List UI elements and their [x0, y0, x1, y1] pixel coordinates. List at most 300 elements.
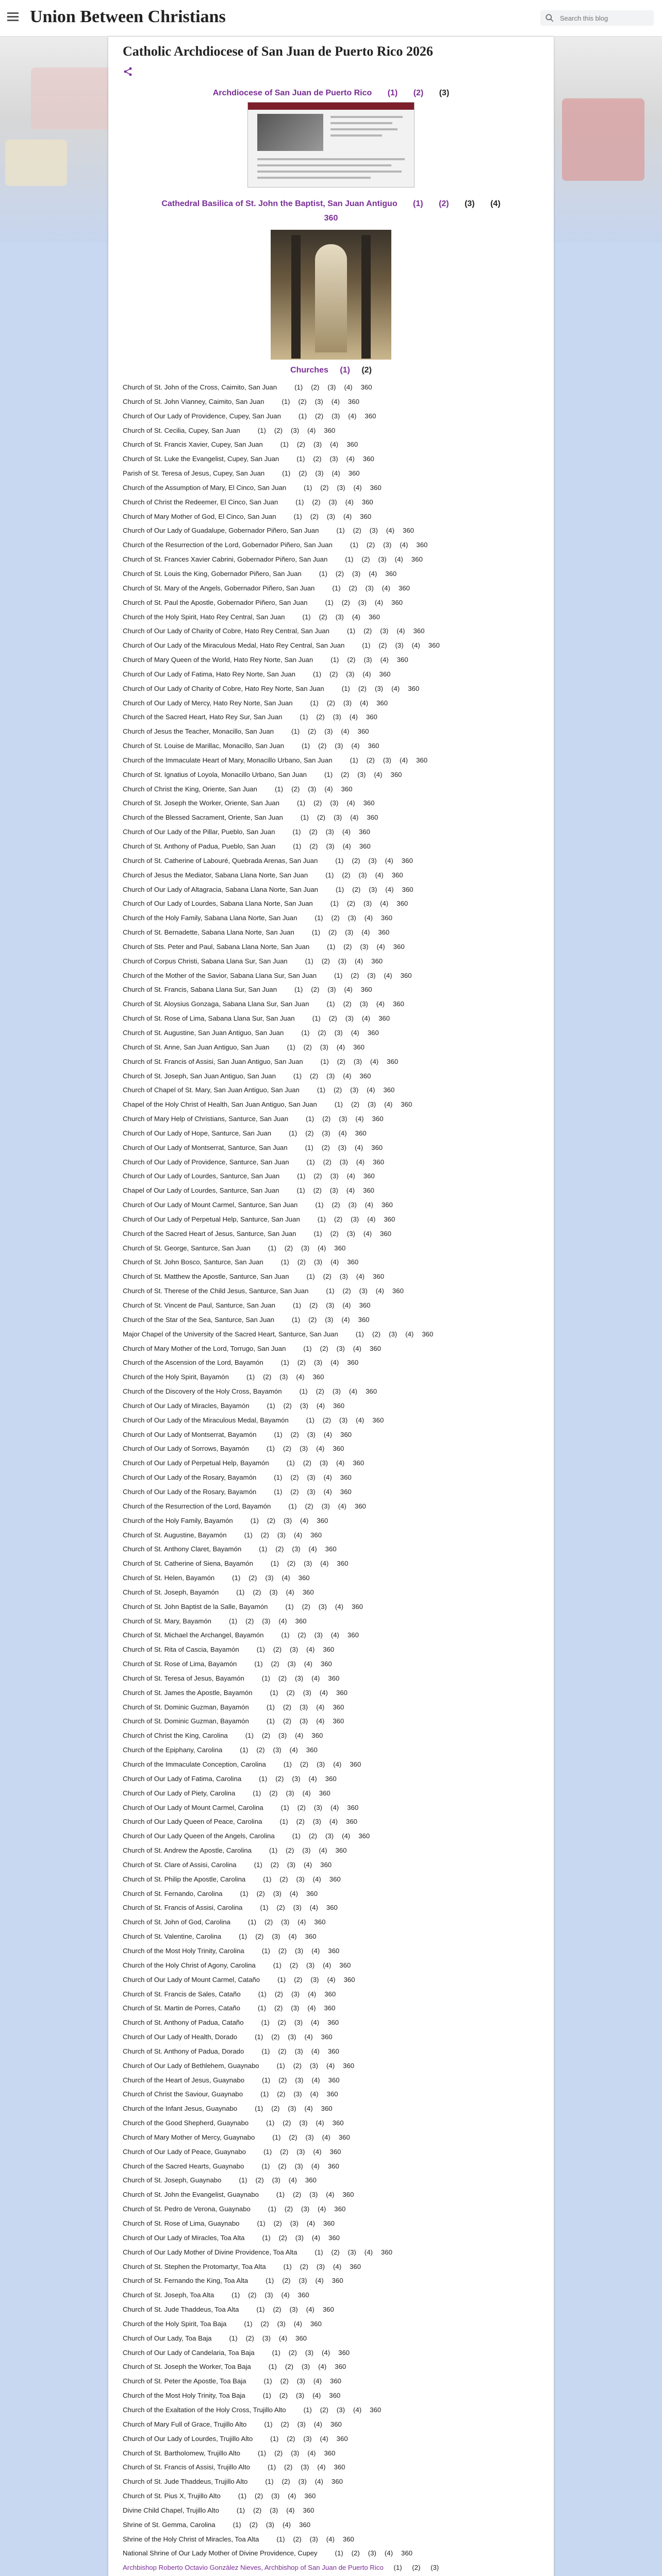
church-ref-link[interactable]: (3)	[326, 842, 335, 850]
church-ref-link[interactable]: (2)	[283, 1717, 292, 1725]
church-ref-link[interactable]: (3)	[301, 1244, 310, 1252]
church-ref-link[interactable]: 360	[416, 541, 428, 549]
church-ref-link[interactable]: (3)	[357, 770, 366, 778]
church-ref-link[interactable]: (4)	[304, 2105, 313, 2113]
church-ref-link[interactable]: 360	[358, 1315, 370, 1324]
church-ref-link[interactable]: (3)	[347, 914, 356, 922]
church-ref-link[interactable]: (2)	[277, 2019, 286, 2027]
church-ref-link[interactable]: 360	[402, 885, 413, 893]
church-ref-link[interactable]: (2)	[293, 2535, 302, 2543]
church-ref-link[interactable]: 360	[312, 1373, 324, 1381]
church-ref-link[interactable]: (3)	[378, 555, 387, 564]
church-ref-link[interactable]: 360	[422, 1330, 434, 1338]
church-ref-link[interactable]: (1)	[233, 2520, 241, 2529]
church-ref-link[interactable]: (2)	[273, 2306, 282, 2314]
church-ref-link[interactable]: (1)	[274, 785, 284, 793]
church-ref-link[interactable]: (1)	[306, 1158, 315, 1166]
church-ref-link[interactable]: (4)	[316, 1717, 325, 1725]
church-ref-link[interactable]: 360	[332, 2119, 344, 2127]
church-ref-link[interactable]: (3)	[313, 1359, 323, 1367]
church-ref-link[interactable]: (2)	[264, 1918, 273, 1926]
church-ref-link[interactable]: (1)	[304, 483, 312, 492]
church-ref-link[interactable]: 360	[334, 2463, 345, 2471]
church-ref-link[interactable]: (1)	[335, 2549, 343, 2557]
church-ref-link[interactable]: (4)	[323, 1473, 332, 1482]
church-ref-link[interactable]: (3)	[290, 426, 300, 434]
church-ref-link[interactable]: (2)	[253, 2506, 262, 2514]
church-ref-link[interactable]: (3)	[307, 1487, 316, 1496]
church-ref-link[interactable]: (1)	[263, 2147, 272, 2156]
church-ref-link[interactable]: (2)	[320, 2405, 328, 2414]
church-ref-link[interactable]: 360	[365, 412, 376, 420]
church-ref-link[interactable]: (3)	[266, 2520, 274, 2529]
church-ref-link[interactable]: (4)	[343, 1072, 352, 1080]
church-ref-link[interactable]: (1)	[341, 684, 350, 692]
church-ref-link[interactable]: (1)	[257, 2449, 267, 2457]
church-ref-link[interactable]: (3)	[363, 900, 372, 908]
church-ref-link[interactable]: (4)	[311, 2047, 320, 2055]
church-ref-link[interactable]: (4)	[346, 799, 355, 807]
church-ref-link[interactable]: 360	[336, 2434, 348, 2443]
church-ref-link[interactable]: (1)	[332, 584, 341, 592]
church-ref-link[interactable]: (3)	[339, 1158, 348, 1166]
church-ref-link[interactable]: (4)	[297, 1918, 306, 1926]
church-ref-link[interactable]: (1)	[229, 1617, 238, 1625]
church-ref-link[interactable]: (3)	[351, 1215, 359, 1223]
church-ref-link[interactable]: (4)	[281, 2291, 290, 2299]
church-ref-link[interactable]: (1)	[294, 986, 303, 994]
church-ref-link[interactable]: (4)	[320, 1560, 329, 1568]
church-ref-link[interactable]: (2)	[378, 641, 387, 650]
church-ref-link[interactable]: (2)	[334, 1215, 343, 1223]
church-ref-link[interactable]: (1)	[260, 1904, 269, 1912]
church-ref-link[interactable]: 360	[326, 2090, 338, 2098]
archbishop-ref-1[interactable]: (1)	[393, 2564, 402, 2572]
church-ref-link[interactable]: (4)	[316, 1445, 325, 1453]
church-ref-link[interactable]: (4)	[367, 1086, 375, 1094]
church-ref-link[interactable]: (3)	[324, 727, 333, 736]
cathedral-ref-4[interactable]: (4)	[490, 199, 501, 208]
church-ref-link[interactable]: (4)	[288, 2492, 296, 2500]
church-ref-link[interactable]: (3)	[367, 971, 376, 979]
church-ref-link[interactable]: (1)	[239, 2176, 247, 2184]
church-ref-link[interactable]: 360	[360, 986, 372, 994]
church-ref-link[interactable]: (2)	[347, 656, 356, 664]
church-ref-link[interactable]: (2)	[302, 1602, 310, 1611]
church-ref-link[interactable]: (4)	[326, 2191, 335, 2199]
church-ref-link[interactable]: (4)	[343, 512, 352, 520]
church-ref-link[interactable]: (3)	[293, 2090, 302, 2098]
church-ref-link[interactable]: (2)	[255, 2176, 264, 2184]
church-ref-link[interactable]: 360	[393, 942, 405, 951]
church-ref-link[interactable]: 360	[323, 2219, 335, 2227]
church-ref-link[interactable]: (3)	[294, 2019, 303, 2027]
church-ref-link[interactable]: (2)	[280, 2420, 289, 2428]
church-ref-link[interactable]: (2)	[267, 1516, 276, 1524]
church-ref-link[interactable]: 360	[385, 569, 397, 578]
church-ref-link[interactable]: (2)	[335, 569, 344, 578]
church-ref-link[interactable]: (4)	[330, 1631, 339, 1639]
archbishop-ref-3[interactable]: (3)	[431, 2564, 439, 2572]
church-ref-link[interactable]: 360	[376, 699, 388, 707]
church-ref-link[interactable]: (1)	[330, 900, 339, 908]
church-ref-link[interactable]: (4)	[346, 1172, 355, 1180]
church-ref-link[interactable]: (3)	[327, 383, 336, 391]
church-ref-link[interactable]: (3)	[272, 2176, 280, 2184]
church-ref-link[interactable]: 360	[378, 928, 390, 937]
church-ref-link[interactable]: 360	[367, 814, 378, 822]
church-ref-link[interactable]: (4)	[356, 1158, 365, 1166]
church-ref-link[interactable]: (4)	[282, 1574, 290, 1582]
church-ref-link[interactable]: (4)	[323, 1961, 332, 1969]
church-ref-link[interactable]: 360	[408, 684, 420, 692]
church-ref-link[interactable]: 360	[383, 1086, 395, 1094]
church-ref-link[interactable]: 360	[370, 2405, 382, 2414]
church-ref-link[interactable]: (3)	[395, 641, 404, 650]
church-ref-link[interactable]: (1)	[262, 2076, 271, 2084]
church-ref-link[interactable]: (2)	[328, 1014, 337, 1023]
church-ref-link[interactable]: (2)	[290, 1473, 299, 1482]
church-ref-link[interactable]: 360	[298, 1574, 310, 1582]
church-ref-link[interactable]: (2)	[286, 1846, 294, 1855]
church-ref-link[interactable]: (4)	[399, 756, 408, 764]
church-ref-link[interactable]: (1)	[240, 1889, 249, 1897]
church-ref-link[interactable]: (3)	[325, 1315, 334, 1324]
church-ref-link[interactable]: (4)	[385, 885, 394, 893]
church-ref-link[interactable]: (3)	[368, 1100, 376, 1109]
church-ref-link[interactable]: (2)	[297, 1631, 306, 1639]
church-ref-link[interactable]: 360	[353, 1459, 365, 1467]
church-ref-link[interactable]: (1)	[244, 1531, 253, 1539]
church-ref-link[interactable]: (4)	[369, 569, 377, 578]
church-ref-link[interactable]: (4)	[341, 1315, 350, 1324]
church-ref-link[interactable]: (3)	[383, 756, 391, 764]
church-ref-link[interactable]: (1)	[261, 2047, 270, 2055]
church-ref-link[interactable]: (3)	[326, 1301, 335, 1309]
church-ref-link[interactable]: (3)	[301, 2205, 310, 2213]
church-ref-link[interactable]: 360	[347, 1803, 359, 1811]
church-ref-link[interactable]: (4)	[310, 2090, 319, 2098]
church-ref-link[interactable]: (3)	[305, 2348, 313, 2357]
church-ref-link[interactable]: 360	[368, 742, 379, 750]
church-ref-link[interactable]: (3)	[325, 1832, 334, 1840]
church-ref-link[interactable]: (2)	[273, 2219, 282, 2227]
church-ref-link[interactable]: 360	[332, 2277, 343, 2285]
church-ref-link[interactable]: (2)	[290, 1430, 299, 1438]
church-ref-link[interactable]: (2)	[299, 469, 307, 478]
church-ref-link[interactable]: (3)	[380, 627, 389, 635]
church-ref-link[interactable]: (1)	[266, 2277, 274, 2285]
church-ref-link[interactable]: (4)	[289, 1889, 299, 1897]
church-ref-link[interactable]: (3)	[352, 569, 361, 578]
church-ref-link[interactable]: 360	[413, 627, 425, 635]
church-ref-link[interactable]: (3)	[325, 828, 334, 836]
church-ref-link[interactable]: (2)	[313, 1172, 322, 1180]
church-ref-link[interactable]: (4)	[342, 1832, 351, 1840]
church-ref-link[interactable]: (1)	[297, 1172, 306, 1180]
church-ref-link[interactable]: (1)	[293, 1072, 302, 1080]
church-ref-link[interactable]: (3)	[310, 1975, 319, 1984]
church-ref-link[interactable]: (2)	[351, 1100, 360, 1109]
church-ref-link[interactable]: (1)	[257, 426, 266, 434]
church-ref-link[interactable]: (2)	[331, 2248, 340, 2256]
church-ref-link[interactable]: (4)	[384, 2549, 393, 2557]
church-ref-link[interactable]: (2)	[249, 1574, 257, 1582]
church-ref-link[interactable]: (2)	[284, 2463, 293, 2471]
church-ref-link[interactable]: (1)	[268, 2363, 277, 2371]
church-ref-link[interactable]: 360	[354, 1502, 366, 1510]
church-ref-link[interactable]: (4)	[323, 1487, 332, 1496]
church-ref-link[interactable]: 360	[353, 1043, 365, 1051]
church-ref-link[interactable]: (1)	[299, 1387, 308, 1396]
church-ref-link[interactable]: (1)	[292, 1301, 302, 1309]
church-ref-link[interactable]: (4)	[355, 1115, 364, 1123]
church-ref-link[interactable]: (1)	[312, 670, 322, 678]
church-ref-link[interactable]: (4)	[318, 2363, 327, 2371]
church-ref-link[interactable]: 360	[299, 2520, 311, 2529]
church-ref-link[interactable]: (2)	[353, 527, 361, 535]
church-ref-link[interactable]: (1)	[312, 1014, 321, 1023]
church-ref-link[interactable]: (2)	[366, 541, 375, 549]
church-ref-link[interactable]: 360	[334, 1244, 346, 1252]
church-ref-link[interactable]: (1)	[276, 2191, 285, 2199]
church-ref-link[interactable]: (2)	[273, 1646, 282, 1654]
church-ref-link[interactable]: 360	[342, 2191, 354, 2199]
church-ref-link[interactable]: (2)	[276, 1904, 285, 1912]
church-ref-link[interactable]: (3)	[369, 885, 377, 893]
church-ref-link[interactable]: (1)	[282, 397, 290, 405]
church-ref-link[interactable]: (3)	[347, 2248, 356, 2256]
church-ref-link[interactable]: 360	[327, 2162, 339, 2170]
church-ref-link[interactable]: (3)	[294, 2047, 303, 2055]
church-ref-link[interactable]: (1)	[289, 1129, 297, 1137]
church-ref-link[interactable]: 360	[321, 2033, 333, 2041]
church-ref-link[interactable]: (3)	[271, 2492, 280, 2500]
church-ref-link[interactable]: 360	[310, 2319, 322, 2328]
church-ref-link[interactable]: (1)	[303, 2405, 312, 2414]
church-ref-link[interactable]: (4)	[310, 2019, 320, 2027]
church-ref-link[interactable]: (3)	[291, 1990, 300, 1998]
church-ref-link[interactable]: (3)	[303, 2434, 312, 2443]
church-ref-link[interactable]: 360	[373, 1158, 385, 1166]
church-ref-link[interactable]: (2)	[305, 1502, 313, 1510]
church-ref-link[interactable]: (4)	[353, 483, 362, 492]
church-ref-link[interactable]: (2)	[261, 1732, 271, 1740]
church-ref-link[interactable]: (2)	[245, 1617, 254, 1625]
church-ref-link[interactable]: (3)	[288, 2033, 296, 2041]
church-ref-link[interactable]: 360	[319, 1789, 330, 1797]
church-ref-link[interactable]: (1)	[302, 742, 310, 750]
church-ref-link[interactable]: (1)	[298, 412, 307, 420]
church-ref-link[interactable]: (2)	[278, 2076, 287, 2084]
church-ref-link[interactable]: (1)	[306, 1115, 315, 1123]
church-ref-link[interactable]: (2)	[283, 1445, 292, 1453]
church-ref-link[interactable]: 360	[331, 2478, 343, 2486]
church-ref-link[interactable]: (1)	[244, 2319, 253, 2328]
church-ref-link[interactable]: (4)	[311, 2162, 320, 2170]
church-ref-link[interactable]: (1)	[327, 942, 336, 951]
church-ref-link[interactable]: 360	[370, 483, 382, 492]
church-ref-link[interactable]: (4)	[330, 440, 339, 449]
church-ref-link[interactable]: (1)	[266, 2119, 275, 2127]
church-ref-link[interactable]: (4)	[361, 928, 370, 937]
church-ref-link[interactable]: (3)	[345, 928, 354, 937]
church-ref-link[interactable]: 360	[335, 1846, 347, 1855]
church-ref-link[interactable]: (1)	[262, 2233, 271, 2242]
church-ref-link[interactable]: 360	[328, 2076, 340, 2084]
church-ref-link[interactable]: 360	[330, 2420, 342, 2428]
church-ref-link[interactable]: (4)	[313, 2420, 322, 2428]
church-ref-link[interactable]: (3)	[368, 856, 377, 865]
church-ref-link[interactable]: (3)	[336, 2405, 345, 2414]
church-ref-link[interactable]: (4)	[322, 2133, 330, 2141]
church-ref-link[interactable]: (2)	[297, 1359, 306, 1367]
church-ref-link[interactable]: (3)	[312, 1818, 321, 1826]
church-ref-link[interactable]: (1)	[288, 1502, 297, 1510]
church-ref-link[interactable]: (3)	[318, 1602, 327, 1611]
church-ref-link[interactable]: (2)	[283, 1401, 292, 1410]
church-ref-link[interactable]: 360	[322, 2306, 334, 2314]
cathedral-ref-2[interactable]: (2)	[439, 199, 449, 208]
cathedral-photo[interactable]	[271, 230, 391, 360]
church-ref-link[interactable]: 360	[396, 900, 408, 908]
church-ref-link[interactable]: (4)	[323, 1430, 332, 1438]
church-ref-link[interactable]: (3)	[360, 942, 369, 951]
church-ref-link[interactable]: (3)	[346, 1229, 355, 1238]
church-ref-link[interactable]: (1)	[301, 1028, 310, 1037]
church-ref-link[interactable]: (4)	[302, 1789, 311, 1797]
church-ref-link[interactable]: (4)	[382, 584, 390, 592]
church-ref-link[interactable]: (2)	[329, 670, 338, 678]
church-ref-link[interactable]: (3)	[334, 814, 342, 822]
church-ref-link[interactable]: (1)	[253, 1789, 261, 1797]
church-ref-link[interactable]: (1)	[257, 2219, 266, 2227]
cathedral-heading-link[interactable]: Cathedral Basilica of St. John the Baptist, San Juan Antiguo	[161, 199, 398, 208]
church-ref-link[interactable]: (4)	[349, 1387, 358, 1396]
church-ref-link[interactable]: 360	[303, 2506, 315, 2514]
church-ref-link[interactable]: (2)	[320, 1344, 328, 1352]
church-ref-link[interactable]: (1)	[294, 383, 303, 391]
church-ref-link[interactable]: (4)	[351, 742, 360, 750]
church-ref-link[interactable]: (2)	[310, 512, 319, 520]
church-ref-link[interactable]: (2)	[271, 2033, 280, 2041]
church-ref-link[interactable]: (2)	[271, 2105, 280, 2113]
church-ref-link[interactable]: (1)	[306, 1273, 315, 1281]
church-ref-link[interactable]: (1)	[291, 1315, 301, 1324]
church-ref-link[interactable]: 360	[366, 1387, 377, 1396]
church-ref-link[interactable]: 360	[391, 598, 403, 606]
church-ref-link[interactable]: (2)	[352, 885, 361, 893]
church-ref-link[interactable]: 360	[392, 1287, 404, 1295]
church-ref-link[interactable]: (2)	[280, 2377, 289, 2385]
church-ref-link[interactable]: (4)	[312, 1875, 321, 1883]
church-ref-link[interactable]: (3)	[326, 1072, 335, 1080]
church-ref-link[interactable]: (4)	[375, 871, 384, 879]
church-ref-link[interactable]: (1)	[336, 527, 345, 535]
church-ref-link[interactable]: 360	[380, 914, 392, 922]
church-ref-link[interactable]: (3)	[273, 1889, 282, 1897]
church-ref-link[interactable]: (3)	[301, 2463, 309, 2471]
church-ref-link[interactable]: (4)	[346, 1187, 355, 1195]
church-ref-link[interactable]: (1)	[261, 1674, 270, 1682]
church-ref-link[interactable]: (2)	[249, 2520, 258, 2529]
church-ref-link[interactable]: 360	[366, 713, 377, 721]
church-ref-link[interactable]: (1)	[310, 699, 319, 707]
church-ref-link[interactable]: (1)	[292, 1832, 301, 1840]
church-ref-link[interactable]: (2)	[260, 2319, 269, 2328]
church-ref-link[interactable]: (2)	[332, 1201, 340, 1209]
church-ref-link[interactable]: (4)	[342, 1301, 351, 1309]
church-ref-link[interactable]: (3)	[281, 1918, 290, 1926]
archdiocese-ref-1[interactable]: (1)	[387, 89, 398, 97]
church-ref-link[interactable]: (2)	[270, 1860, 279, 1869]
church-ref-link[interactable]: (3)	[336, 1344, 345, 1352]
church-ref-link[interactable]: (2)	[321, 957, 330, 965]
church-ref-link[interactable]: 360	[340, 1487, 352, 1496]
church-ref-link[interactable]: 360	[378, 1014, 390, 1023]
church-ref-link[interactable]: (1)	[258, 1990, 267, 1998]
church-ref-link[interactable]: 360	[411, 555, 423, 564]
church-ref-link[interactable]: (2)	[318, 1028, 326, 1037]
church-ref-link[interactable]: (4)	[376, 1000, 385, 1008]
church-ref-link[interactable]: (3)	[290, 2219, 299, 2227]
church-ref-link[interactable]: (2)	[309, 842, 318, 850]
church-ref-link[interactable]: (4)	[308, 1774, 317, 1783]
church-ref-link[interactable]: (4)	[317, 2463, 326, 2471]
church-ref-link[interactable]: 360	[372, 1416, 384, 1424]
church-ref-link[interactable]: (1)	[296, 455, 305, 463]
church-ref-link[interactable]: (3)	[295, 2076, 304, 2084]
church-ref-link[interactable]: (3)	[350, 1086, 359, 1094]
church-ref-link[interactable]: 360	[379, 1229, 391, 1238]
church-ref-link[interactable]: (4)	[327, 1975, 336, 1984]
church-ref-link[interactable]: (4)	[311, 1674, 320, 1682]
church-ref-link[interactable]: (4)	[320, 2434, 328, 2443]
church-ref-link[interactable]: (1)	[336, 885, 344, 893]
church-ref-link[interactable]: (3)	[374, 684, 384, 692]
church-ref-link[interactable]: (2)	[293, 2191, 302, 2199]
church-ref-link[interactable]: 360	[350, 2262, 361, 2270]
church-ref-link[interactable]: (3)	[369, 527, 378, 535]
church-ref-link[interactable]: (2)	[308, 727, 317, 736]
church-ref-link[interactable]: (3)	[302, 2363, 310, 2371]
church-ref-link[interactable]: (4)	[330, 1258, 339, 1266]
church-ref-link[interactable]: 360	[363, 799, 375, 807]
church-ref-link[interactable]: (3)	[296, 2377, 305, 2385]
church-ref-link[interactable]: (1)	[334, 971, 343, 979]
church-ref-link[interactable]: (1)	[296, 1187, 305, 1195]
church-ref-link[interactable]: (3)	[338, 957, 346, 965]
church-ref-link[interactable]: (1)	[276, 2535, 285, 2543]
church-ref-link[interactable]: 360	[363, 1187, 375, 1195]
church-ref-link[interactable]: (2)	[366, 756, 375, 764]
church-ref-link[interactable]: (3)	[295, 2233, 304, 2242]
church-ref-link[interactable]: (2)	[283, 1703, 292, 1711]
church-ref-link[interactable]: (1)	[305, 957, 313, 965]
church-ref-link[interactable]: (4)	[364, 914, 373, 922]
church-ref-link[interactable]: (2)	[372, 1330, 381, 1338]
church-ref-link[interactable]: (3)	[295, 1946, 304, 1955]
church-ref-link[interactable]: 360	[368, 613, 380, 621]
church-ref-link[interactable]: (4)	[376, 942, 385, 951]
church-ref-link[interactable]: 360	[400, 971, 412, 979]
church-ref-link[interactable]: (1)	[330, 656, 339, 664]
church-ref-link[interactable]: 360	[362, 455, 374, 463]
church-ref-link[interactable]: (2)	[351, 971, 359, 979]
church-ref-link[interactable]: (4)	[304, 1860, 312, 1869]
church-ref-link[interactable]: 360	[334, 2205, 346, 2213]
church-ref-link[interactable]: (2)	[311, 383, 320, 391]
